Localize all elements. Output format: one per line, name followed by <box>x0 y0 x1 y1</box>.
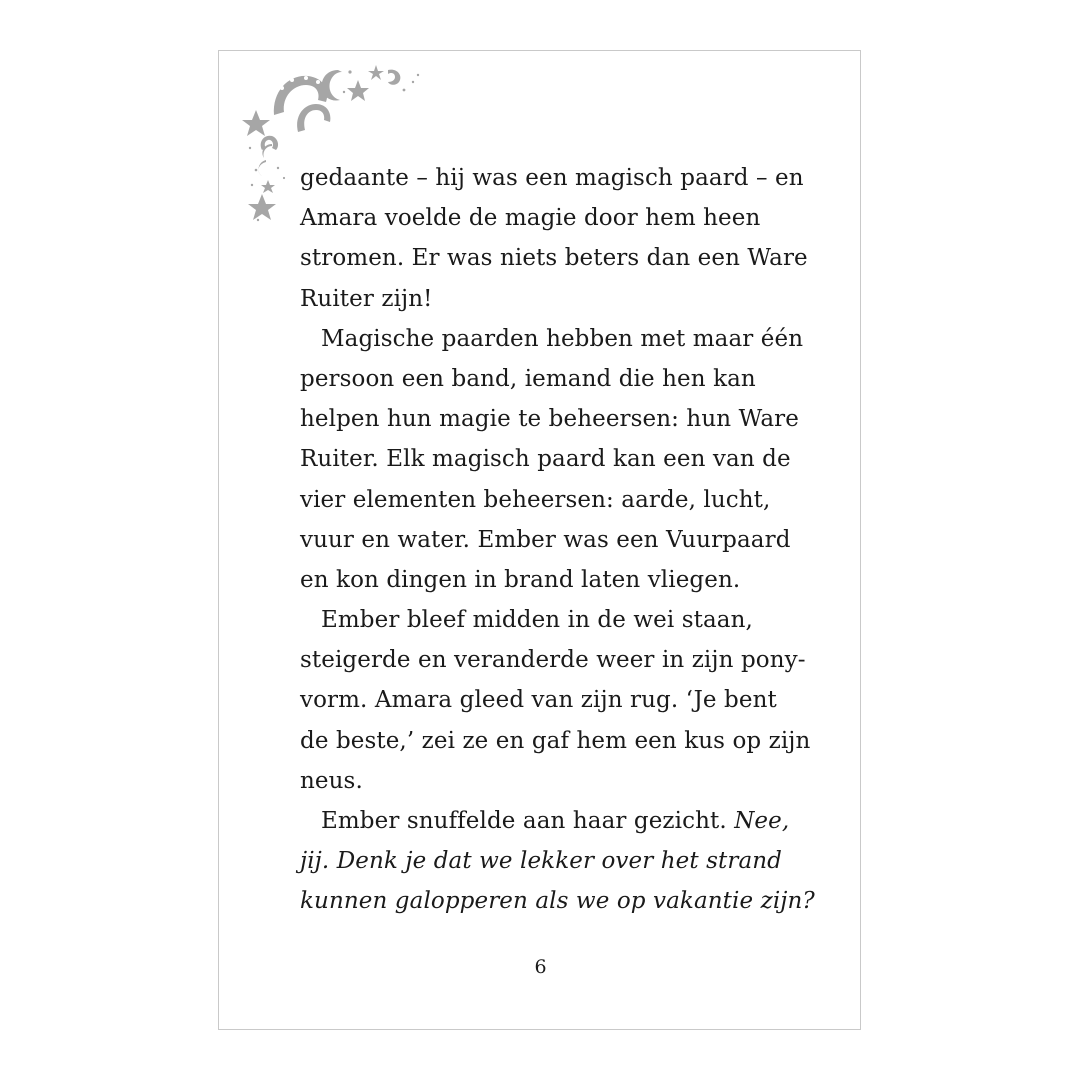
text-line: vier elementen beheersen: aarde, lucht, <box>300 486 771 513</box>
body-text <box>300 158 815 922</box>
text-line: helpen hun magie te beheersen: hun Ware <box>300 406 799 433</box>
text-line: jij. Denk je dat we lekker over het strand <box>300 848 782 875</box>
text-line: vuur en water. Ember was een Vuurpaard <box>300 526 791 553</box>
text-line: en kon dingen in brand laten vliegen. <box>300 566 741 593</box>
text-line: Ember bleef midden in de wei staan, <box>321 607 753 634</box>
text-line: de beste,’ zei ze en gaf hem een kus op zijn <box>300 727 811 754</box>
text-line <box>300 801 790 841</box>
text-line: Amara voelde de magie door hem heen <box>300 205 761 232</box>
text-line: gedaante – hij was een magisch paard – en <box>300 165 804 191</box>
roman-text: Ember snuffelde aan haar gezicht. <box>321 808 727 834</box>
italic-text: Nee, <box>734 808 790 834</box>
text-line: Magische paarden hebben met maar één <box>321 325 804 352</box>
text-line: neus. <box>300 767 363 794</box>
text-line: vorm. Amara gleed van zijn rug. ‘Je bent <box>300 687 777 714</box>
page-number: 6 <box>534 956 547 978</box>
text-line: Ruiter. Elk magisch paard kan een van de <box>300 446 791 473</box>
text-line: Ruiter zijn! <box>300 285 433 312</box>
text-line: kunnen galopperen als we op vakantie zijn? <box>300 888 815 915</box>
text-line: steigerde en veranderde weer in zijn pony- <box>300 647 806 674</box>
text-line: persoon een band, iemand die hen kan <box>300 365 756 392</box>
text-line: stromen. Er was niets beters dan een Ware <box>300 245 808 272</box>
